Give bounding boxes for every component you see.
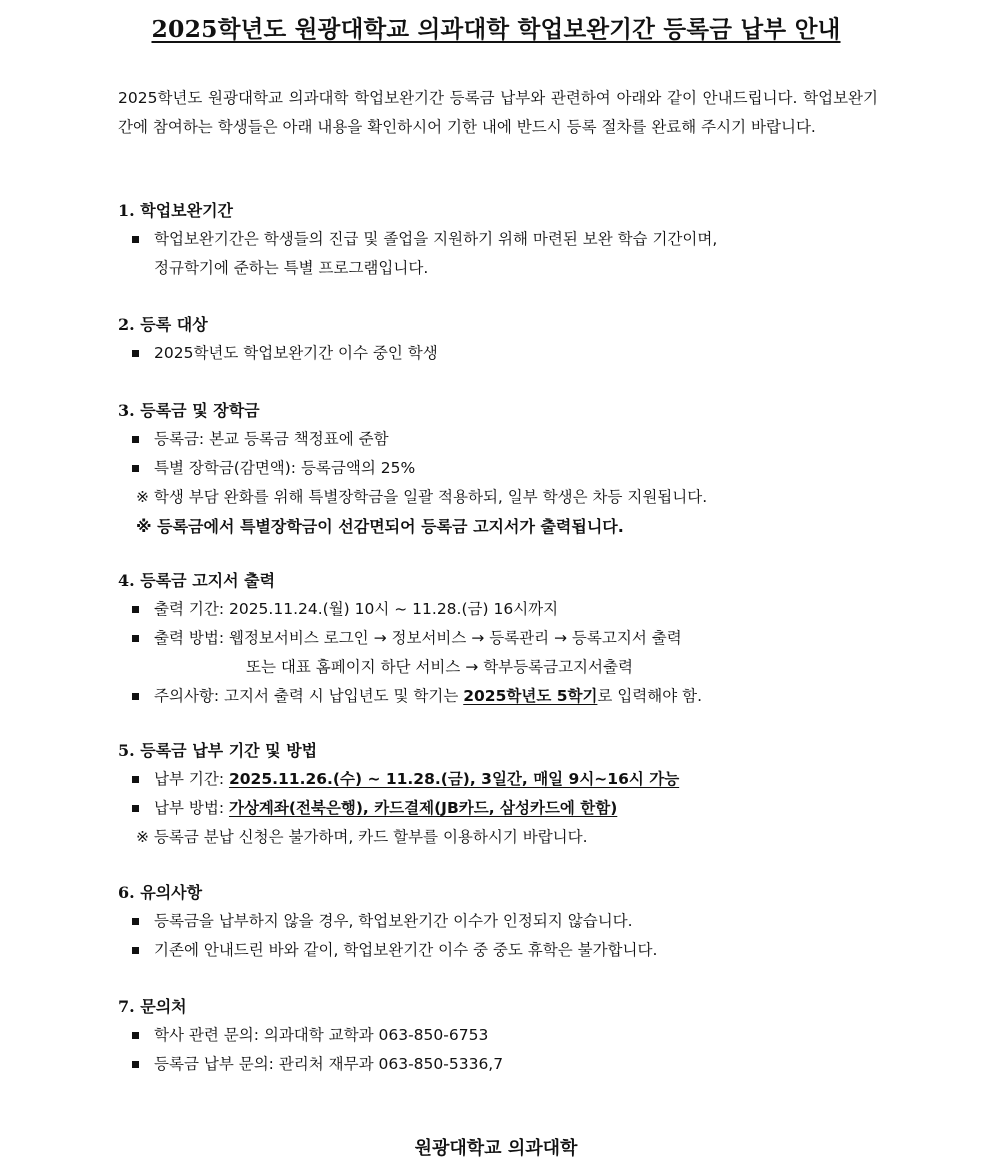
list-item-text: 또는 대표 홈페이지 하단 서비스 → 학부등록금고지서출력 [246, 658, 633, 676]
section-title: 2. 등록 대상 [118, 315, 208, 334]
note-line [118, 483, 888, 512]
square-bullet-icon [132, 776, 139, 783]
square-bullet-icon [132, 236, 139, 243]
list-item [118, 765, 888, 794]
list-item [118, 425, 888, 454]
section-2 [118, 310, 888, 368]
list-item-text: 등록금: 본교 등록금 책정표에 준함 [154, 430, 389, 448]
note-text-bold: ※ 등록금에서 특별장학금이 선감면되어 등록금 고지서가 출력됩니다. [136, 517, 624, 536]
issuer-signature: 원광대학교 의과대학 [414, 1138, 578, 1159]
list-item [118, 794, 888, 823]
square-bullet-icon [132, 947, 139, 954]
list-item-continuation [118, 653, 888, 682]
list-item [118, 1021, 888, 1050]
document-title: 2025학년도 원광대학교 의과대학 학업보완기간 등록금 납부 안내 [151, 15, 841, 43]
payment-method-label: 납부 방법: [154, 799, 229, 817]
semester-emphasis: 2025학년도 5학기 [463, 687, 598, 705]
section-6 [118, 878, 888, 965]
section-title: 1. 학업보완기간 [118, 201, 234, 220]
list-item-text: 정규학기에 준하는 특별 프로그램입니다. [154, 259, 429, 277]
payment-method-value: 가상계좌(전북은행), 카드결제(JB카드, 삼성카드에 한함) [228, 799, 618, 817]
section-title: 7. 문의처 [118, 997, 187, 1016]
list-item-continuation [118, 254, 888, 283]
square-bullet-icon [132, 693, 139, 700]
list-item [118, 454, 888, 483]
caution-prefix: 주의사항: 고지서 출력 시 납입년도 및 학기는 [154, 687, 464, 705]
list-item [118, 682, 888, 711]
list-item [118, 1050, 888, 1079]
list-item-text: 등록금 납부 문의: 관리처 재무과 063-850-5336,7 [154, 1055, 504, 1073]
payment-period-value: 2025.11.26.(수) ~ 11.28.(금), 3일간, 매일 9시~16시 가능 [228, 770, 680, 788]
list-item-text: 기존에 안내드린 바와 같이, 학업보완기간 이수 중 중도 휴학은 불가합니다. [154, 941, 658, 959]
list-item [118, 907, 888, 936]
square-bullet-icon [132, 635, 139, 642]
list-item [118, 624, 888, 653]
list-item-text [154, 682, 702, 711]
square-bullet-icon [132, 1061, 139, 1068]
section-7 [118, 992, 888, 1079]
list-item-text: 등록금을 납부하지 않을 경우, 학업보완기간 이수가 인정되지 않습니다. [154, 912, 633, 930]
caution-suffix: 로 입력해야 함. [597, 687, 703, 705]
note-line-bold [118, 512, 888, 541]
section-title: 6. 유의사항 [118, 883, 203, 902]
square-bullet-icon [132, 606, 139, 613]
section-title: 4. 등록금 고지서 출력 [118, 571, 276, 590]
square-bullet-icon [132, 805, 139, 812]
section-title: 5. 등록금 납부 기간 및 방법 [118, 741, 318, 760]
list-item [118, 225, 888, 254]
list-item-text: 출력 기간: 2025.11.24.(월) 10시 ~ 11.28.(금) 16시까지 [154, 600, 559, 618]
square-bullet-icon [132, 918, 139, 925]
section-title: 3. 등록금 및 장학금 [118, 401, 260, 420]
note-text: ※ 학생 부담 완화를 위해 특별장학금을 일괄 적용하되, 일부 학생은 차등 지원됩니다. [136, 488, 708, 506]
list-item-text: 학업보완기간은 학생들의 진급 및 졸업을 지원하기 위해 마련된 보완 학습 기간이며, [154, 230, 718, 248]
section-5 [118, 736, 888, 852]
list-item [118, 595, 888, 624]
list-item-text [154, 765, 679, 794]
square-bullet-icon [132, 465, 139, 472]
section-1 [118, 196, 888, 283]
square-bullet-icon [132, 350, 139, 357]
list-item-text: 출력 방법: 웹정보서비스 로그인 → 정보서비스 → 등록관리 → 등록고지서 출력 [154, 629, 682, 647]
list-item [118, 339, 888, 368]
payment-period-label: 납부 기간: [154, 770, 229, 788]
intro-paragraph: 2025학년도 원광대학교 의과대학 학업보완기간 등록금 납부와 관련하여 아래와 같이 안내드립니다. 학업보완기간에 참여하는 학생들은 아래 내용을 확인하시어 기한 내에 반드시 등록 절차를 완료해 주시기 바랍니다. [118, 89, 878, 136]
list-item-text [154, 794, 617, 823]
list-item-text: 학사 관련 문의: 의과대학 교학과 063-850-6753 [154, 1026, 489, 1044]
section-3 [118, 396, 888, 541]
list-item [118, 936, 888, 965]
list-item-text: 2025학년도 학업보완기간 이수 중인 학생 [154, 344, 438, 362]
note-text: ※ 등록금 분납 신청은 불가하며, 카드 할부를 이용하시기 바랍니다. [136, 828, 588, 846]
section-4 [118, 566, 888, 711]
square-bullet-icon [132, 436, 139, 443]
square-bullet-icon [132, 1032, 139, 1039]
list-item-text: 특별 장학금(감면액): 등록금액의 25% [154, 459, 416, 477]
note-line [118, 823, 888, 852]
